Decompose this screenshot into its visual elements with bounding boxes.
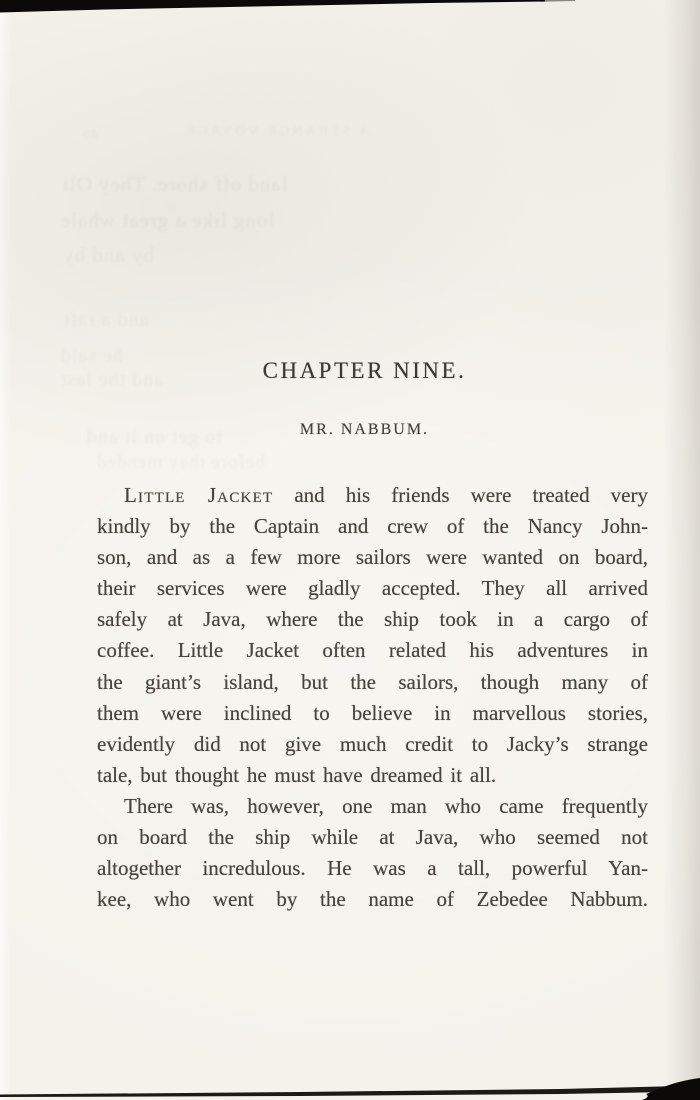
showthrough-text: and the last: [60, 369, 164, 391]
showthrough-text: land off shore. They Oli: [62, 172, 288, 196]
text-line: their services were gladly accepted. They all arrived: [97, 576, 648, 601]
text-line: them were inclined to believe in marvellous stories,: [97, 700, 648, 725]
chapter-heading: CHAPTER NINE.: [262, 358, 467, 383]
text-line: evidently did not give much credit to Jacky’s strange: [97, 731, 648, 756]
text-line: kindly by the Captain and crew of the Nancy John-: [97, 514, 648, 539]
bottom-right-scan-blob: [642, 1078, 700, 1100]
bottom-scan-line: [0, 1086, 700, 1098]
text-line: son, and as a few more sailors were wanted on board,: [97, 545, 648, 570]
text-line: safely at Java, where the ship took in a cargo of: [97, 607, 648, 632]
text-line: kee, who went by the name of Zebedee Nabbum.: [97, 887, 648, 912]
showthrough-text: to get on it and: [86, 426, 222, 448]
showthrough-text: 40: [82, 128, 98, 143]
text-line: on board the ship while at Java, who seemed not: [97, 825, 648, 850]
top-scan-bar-fade: [540, 0, 575, 2]
text-line: altogether incredulous. He was a tall, powerful Yan-: [97, 856, 648, 881]
showthrough-text: and a raft: [63, 309, 149, 331]
text-line: There was, however, one man who came frequently: [124, 793, 648, 818]
text-line-rest: and his friends were treated very: [273, 483, 648, 507]
showthrough-text: by and by: [62, 243, 154, 267]
text-line: the giant’s island, but the sailors, though many of: [97, 669, 648, 694]
body-text: [97, 480, 648, 915]
text-line: tale, but thought he must have dreamed it all.: [97, 762, 497, 787]
showthrough-text: long like a great whale: [60, 208, 275, 232]
top-scan-bar: [0, 0, 545, 13]
text-line: [97, 480, 648, 511]
showthrough-text: before they mended: [96, 452, 265, 473]
section-heading: MR. NABBUM.: [299, 421, 430, 438]
showthrough-text: A STRANGE VOYAGE: [183, 124, 370, 139]
text-line: coffee. Little Jacket often related his adventures in: [97, 638, 648, 663]
showthrough-text: he said: [60, 345, 124, 367]
smallcaps-lead: Little Jacket: [124, 483, 274, 507]
